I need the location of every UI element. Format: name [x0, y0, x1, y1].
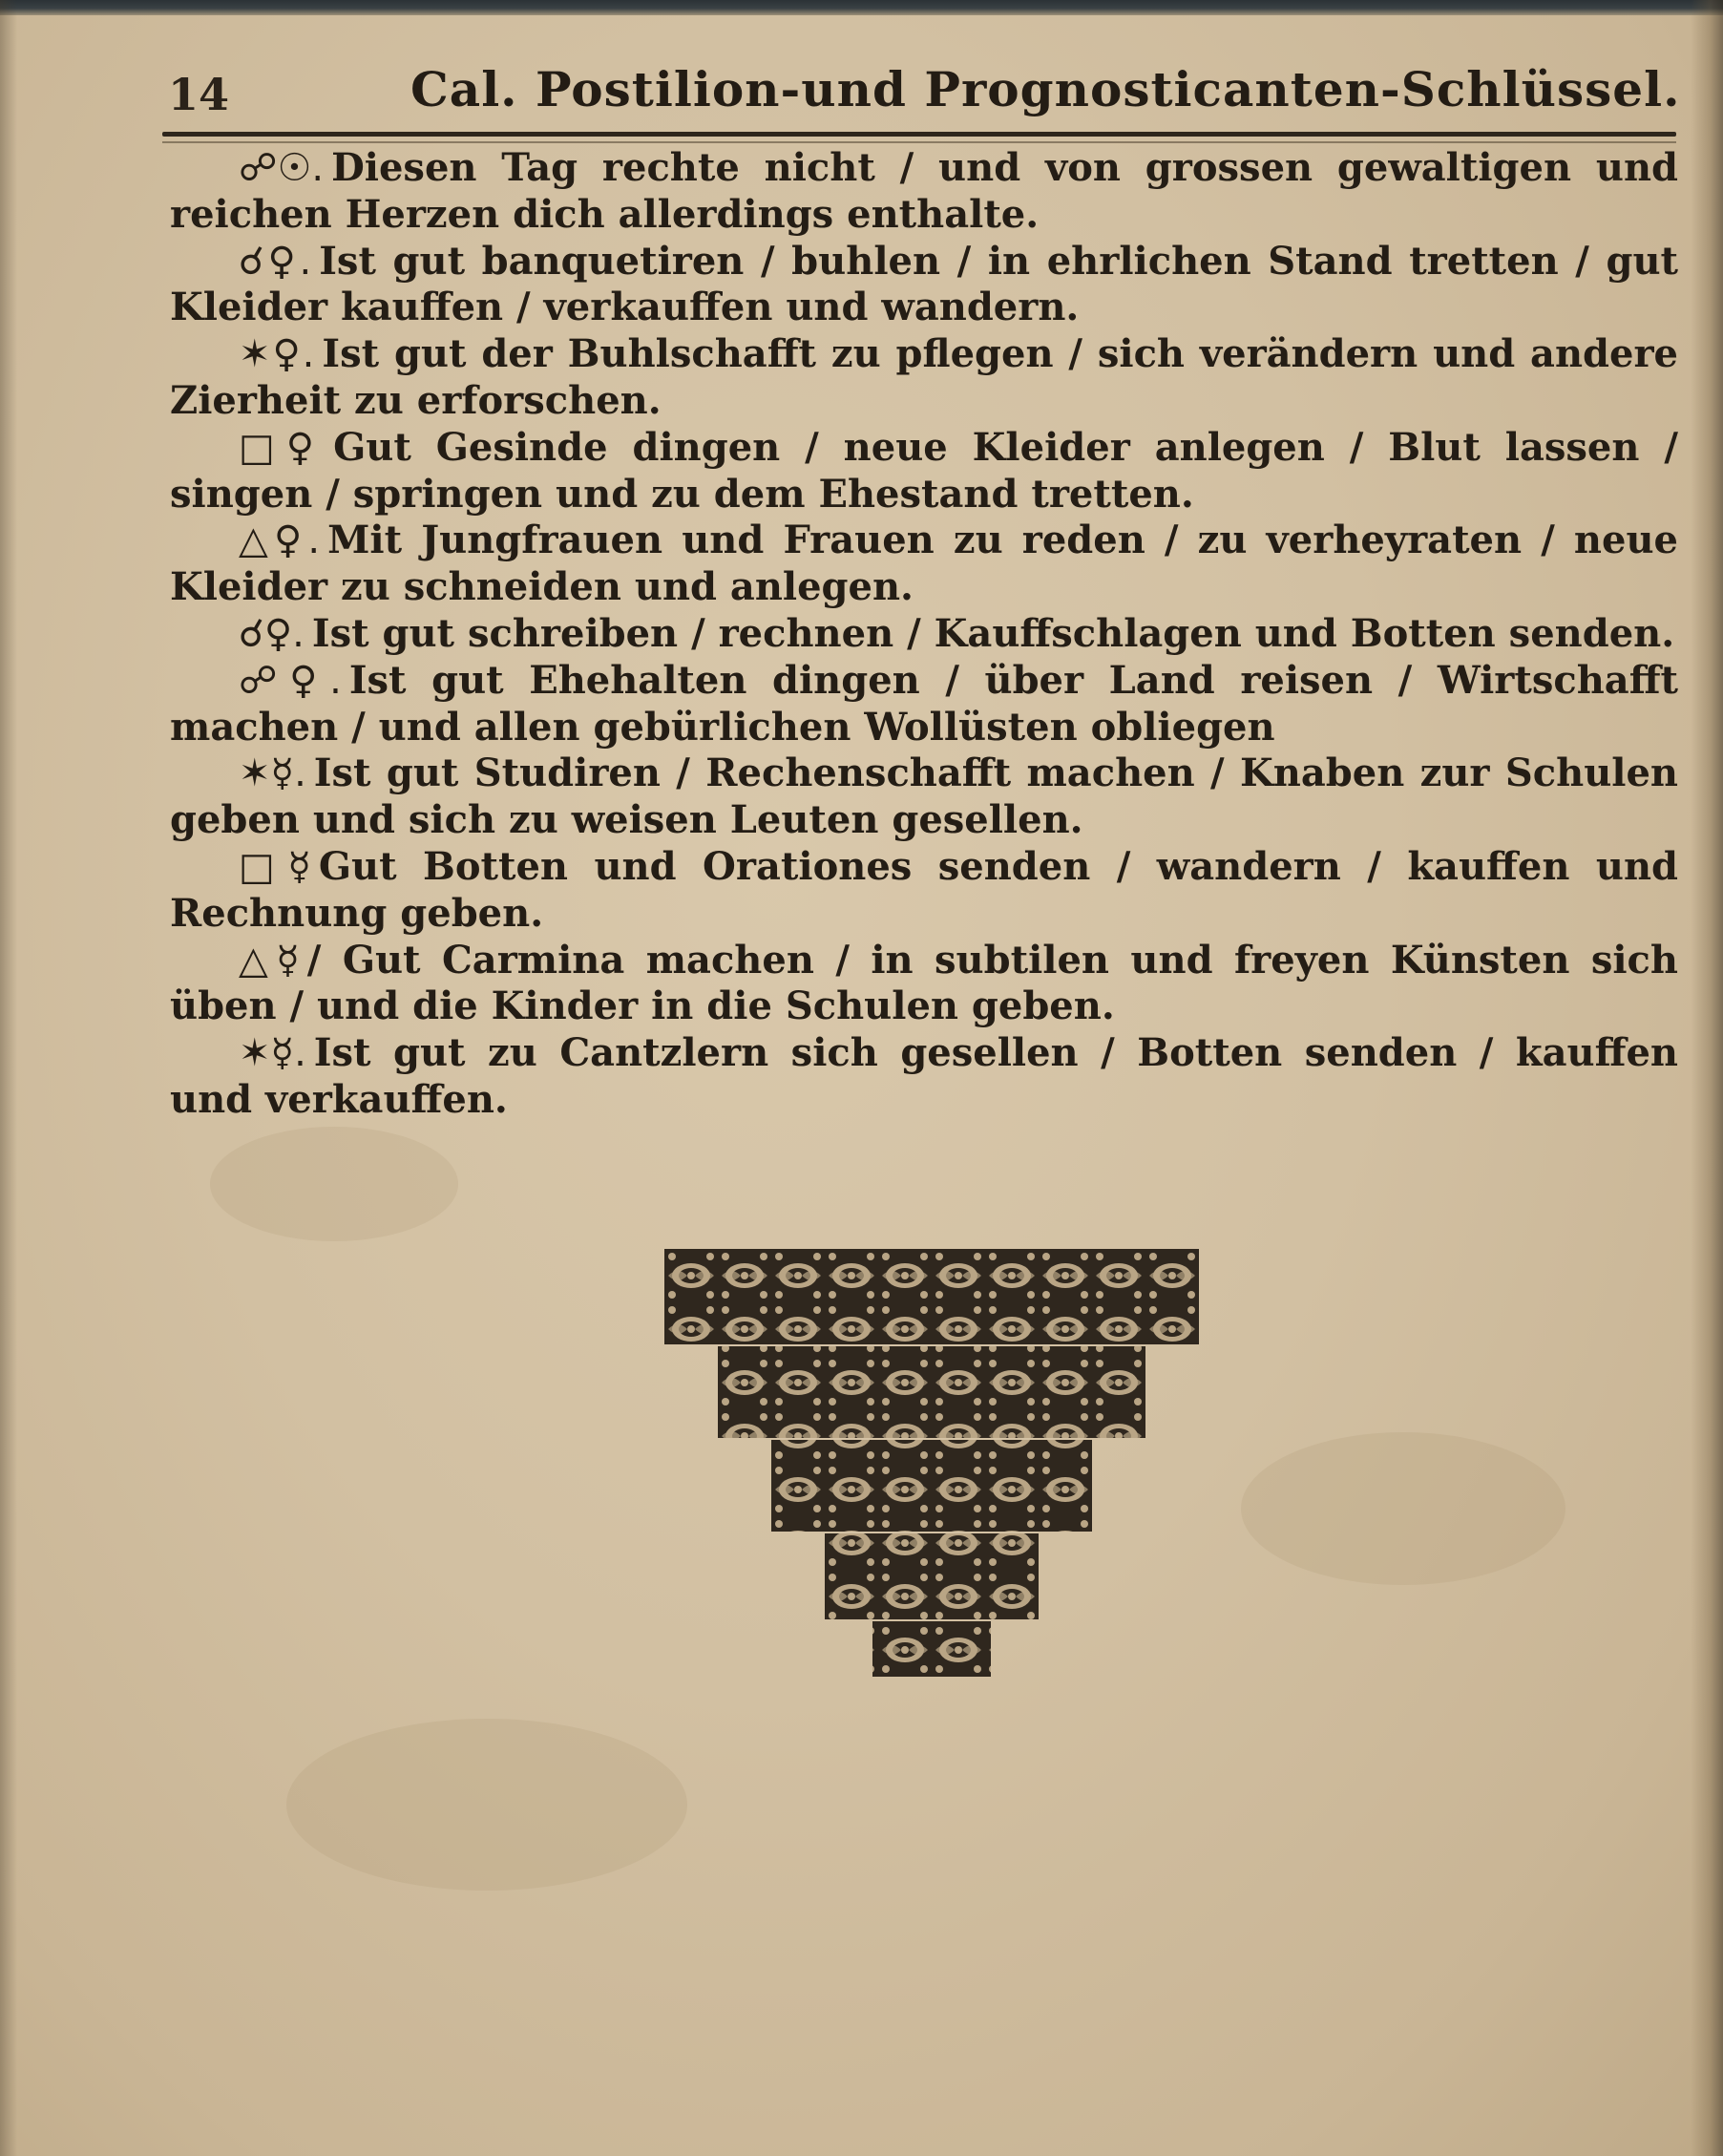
ornament-row — [664, 1249, 1199, 1344]
aspect-symbol: ☍♀. — [239, 658, 342, 703]
page-edge-shadow — [1691, 0, 1723, 2156]
ornament-row — [825, 1533, 1039, 1619]
entry — [170, 750, 1678, 844]
ornament-row — [771, 1440, 1092, 1532]
entry-text: Ist gut der Buhlschafft zu pflegen / sich verändern und andere Zierheit zu erforschen. — [170, 331, 1678, 423]
entry — [170, 518, 1678, 611]
book-cover-edge — [0, 0, 1723, 15]
paper-stain — [210, 1127, 458, 1241]
aspect-symbol: ☍☉. — [239, 146, 325, 190]
entry — [170, 844, 1678, 938]
aspect-symbol: △♀. — [239, 518, 321, 563]
entry-text: Ist gut Ehehalten dingen / über Land reisen / Wirtschafft machen / und allen gebürlichen Wollüsten obliegen — [170, 657, 1678, 750]
aspect-symbol: ✶♀. — [239, 332, 315, 377]
page-gutter-shadow — [0, 0, 17, 2156]
entry-text: Ist gut Studiren / Rechenschafft machen / Knaben zur Schulen geben und sich zu weisen Leuten gesellen. — [170, 750, 1678, 843]
entry — [170, 331, 1678, 425]
entry-text: Mit Jungfrauen und Frauen zu reden / zu verheyraten / neue Kleider zu schneiden und anlegen. — [170, 518, 1678, 610]
entry-text: / Gut Carmina machen / in subtilen und freyen Künsten sich üben / und die Kinder in die Schulen geben. — [170, 937, 1678, 1029]
aspect-symbol: △☿ — [239, 938, 300, 983]
entry-text: Gut Gesinde dingen / neue Kleider anlegen / Blut lassen / singen / springen und zu dem Ehestand tretten. — [170, 424, 1678, 517]
header-rule — [162, 132, 1676, 137]
aspect-symbol: ☌♀. — [239, 239, 312, 284]
aspect-symbol: ✶☿. — [239, 1031, 306, 1076]
ornament-row — [872, 1621, 991, 1677]
entry-text: Ist gut schreiben / rechnen / Kauffschlagen und Botten senden. — [311, 610, 1675, 656]
body-text — [170, 145, 1678, 1124]
running-head: Cal. Postilion-und Prognosticanten-Schlüssel. — [410, 61, 1681, 117]
entry-text: Diesen Tag rechte nicht / und von grossen gewaltigen und reichen Herzen dich allerdings enthalte. — [170, 145, 1678, 237]
entry — [170, 611, 1678, 658]
paper-stain — [286, 1719, 687, 1891]
entry-text: Gut Botten und Orationes senden / wandern / kauffen und Rechnung geben. — [170, 843, 1678, 936]
entry-text: Ist gut banquetiren / buhlen / in ehrlichen Stand tretten / gut Kleider kauffen / verkauffen und wandern. — [170, 238, 1679, 330]
entry — [170, 425, 1678, 518]
entry — [170, 658, 1678, 751]
entry — [170, 1030, 1678, 1124]
aspect-symbol: □☿ — [239, 844, 311, 889]
entry — [170, 145, 1678, 239]
aspect-symbol: □♀ — [239, 425, 326, 470]
aspect-symbol: ☌♀. — [239, 611, 305, 656]
header-rule-thin — [162, 141, 1676, 143]
aspect-symbol: ✶☿. — [239, 751, 306, 796]
entry-text: Ist gut zu Cantzlern sich gesellen / Botten senden / kauffen und verkauffen. — [170, 1030, 1678, 1122]
ornament-row — [718, 1346, 1145, 1438]
paper-stain — [1241, 1432, 1565, 1585]
tailpiece-ornament — [664, 1249, 1199, 1679]
page-number: 14 — [168, 69, 230, 120]
entry — [170, 239, 1678, 332]
entry — [170, 938, 1678, 1031]
